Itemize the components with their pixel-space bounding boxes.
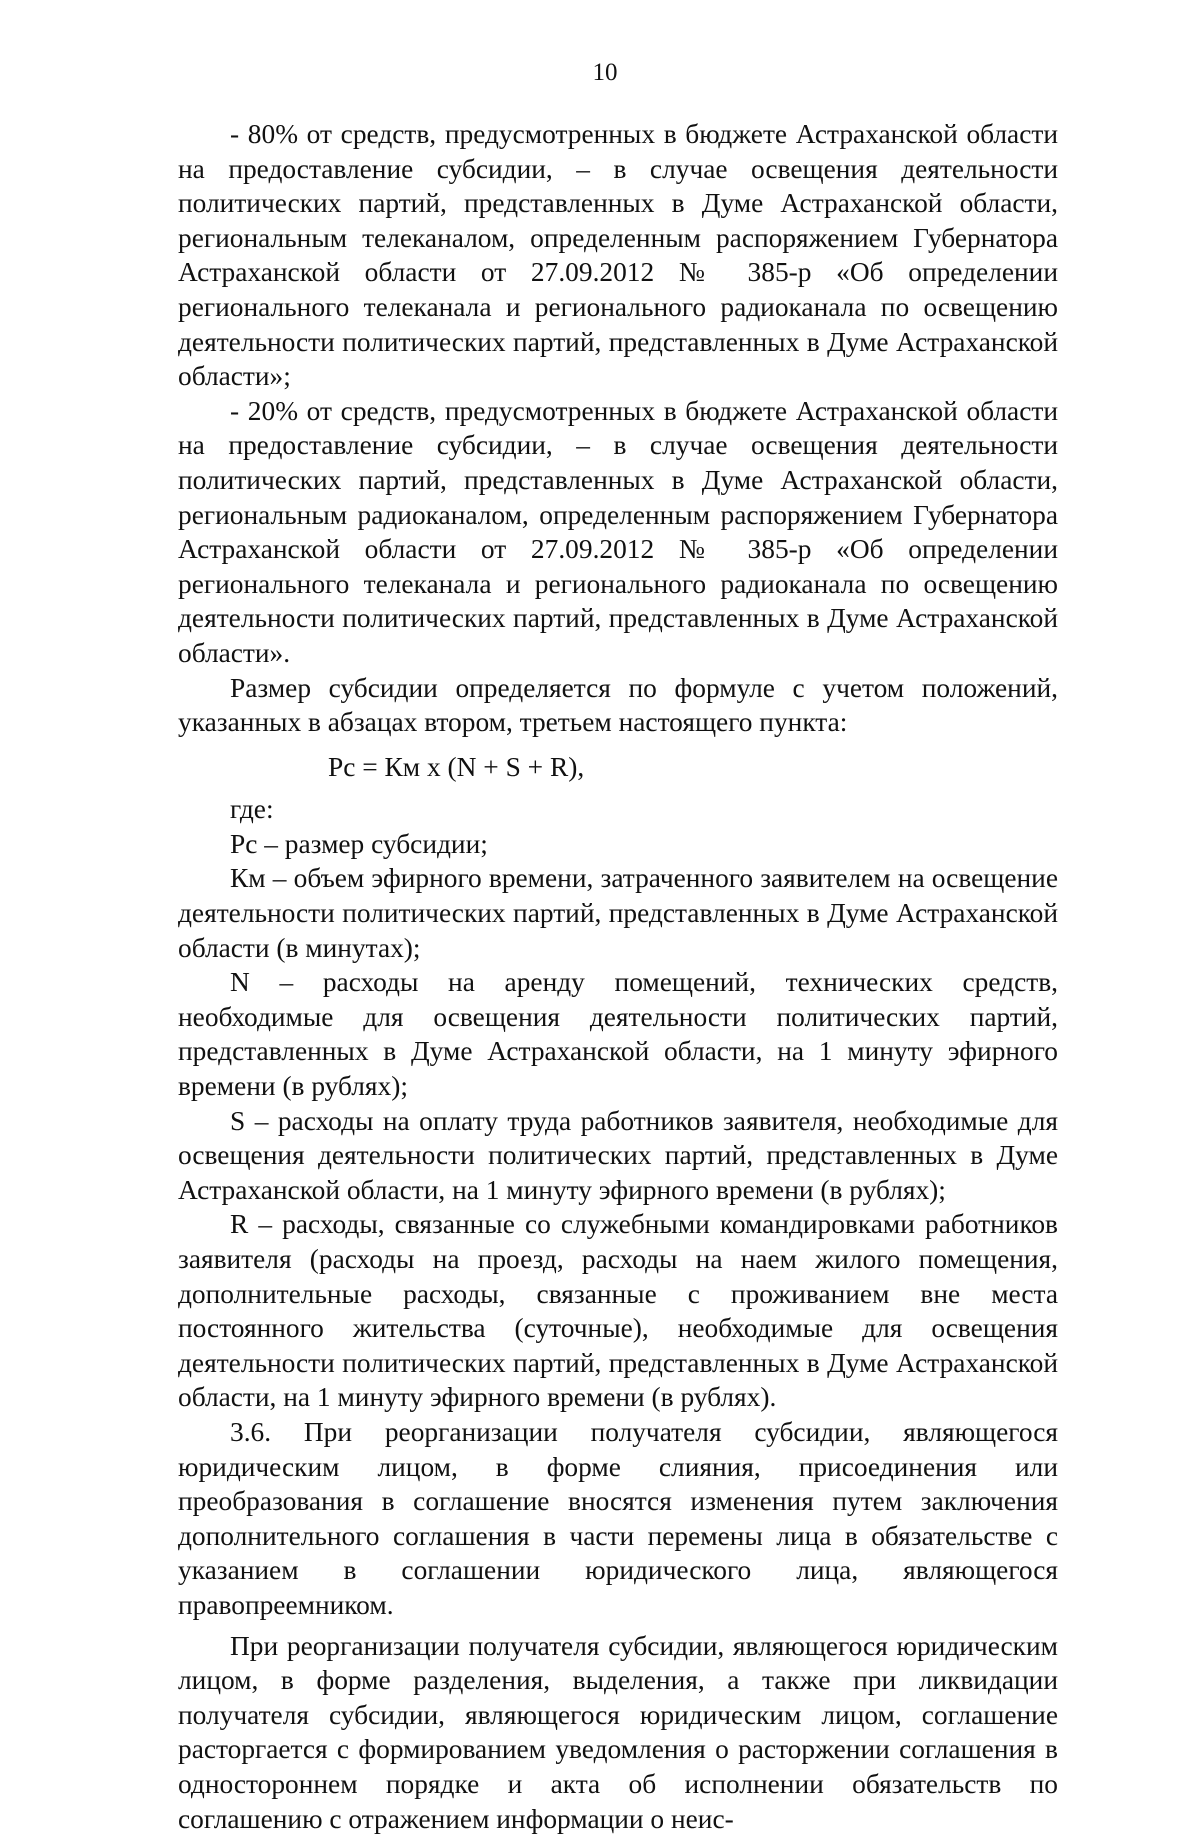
paragraph-where: где:	[230, 794, 274, 825]
definition-r: R – расходы, связанные со служебными командировками работников заявителя (расходы на проезд, расходы на наем жилого помещения, дополнительные расходы, связанные с проживанием вне места постоянного жительства (суточные), необходимые для освещения деятельности политических партий, представленных в Думе Астраханской области, на 1 минуту эфирного времени (в рублях).	[178, 1209, 1058, 1413]
paragraph-20-percent: - 20% от средств, предусмотренных в бюджете Астраханской области на предоставление субсидии, – в случае освещения деятельности политических партий, представленных в Думе Астраханской области, региональным радиоканалом, определенным распоряжением Губернатора Астраханской области от 27.09.2012 № 385-р «Об определении регионального телеканала и регионального радиоканала по освещению деятельности политических партий, представленных в Думе Астраханской области».	[178, 395, 1058, 668]
definition-n: N – расходы на аренду помещений, технических средств, необходимые для освещения деятельности политических партий, представленных в Думе Астраханской области, на 1 минуту эфирного времени (в рублях);	[178, 967, 1058, 1102]
paragraph-80-percent: - 80% от средств, предусмотренных в бюджете Астраханской области на предоставление субсидии, – в случае освещения деятельности политических партий, представленных в Думе Астраханской области, региональным телеканалом, определенным распоряжением Губернатора Астраханской области от 27.09.2012 № 385-р «Об определении регионального телеканала и регионального радиоканала по освещению деятельности политических партий, представленных в Думе Астраханской области»;	[178, 119, 1058, 392]
definition-pc: Рс – размер субсидии;	[230, 828, 488, 859]
page-number: 10	[592, 59, 618, 86]
paragraph-reorganization: При реорганизации получателя субсидии, являющегося юридическим лицом, в форме разделения, выделения, а также при ликвидации получателя субсидии, являющегося юридическим лицом, соглашение расторгается с формированием уведомления о расторжении соглашения в одностороннем порядке и акта об исполнении обязательств по соглашению с отражением информации о неис-	[178, 1630, 1058, 1834]
definition-s: S – расходы на оплату труда работников заявителя, необходимые для освещения деятельности политических партий, представленных в Думе Астраханской области, на 1 минуту эфирного времени (в рублях);	[178, 1105, 1058, 1205]
paragraph-subsidy-size: Размер субсидии определяется по формуле с учетом положений, указанных в абзацах втором, третьем настоящего пункта:	[178, 672, 1058, 738]
subsidy-formula: Рс = Км x (N + S + R),	[328, 751, 585, 782]
document-body	[178, 117, 1058, 1836]
definition-km: Км – объем эфирного времени, затраченного заявителем на освещение деятельности политических партий, представленных в Думе Астраханской области (в минутах);	[178, 863, 1058, 963]
paragraph-3-6: 3.6. При реорганизации получателя субсидии, являющегося юридическим лицом, в форме слияния, присоединения или преобразования в соглашение вносятся изменения путем заключения дополнительного соглашения в части перемены лица в обязательстве с указанием в соглашении юридического лица, являющегося правопреемником.	[178, 1416, 1058, 1620]
